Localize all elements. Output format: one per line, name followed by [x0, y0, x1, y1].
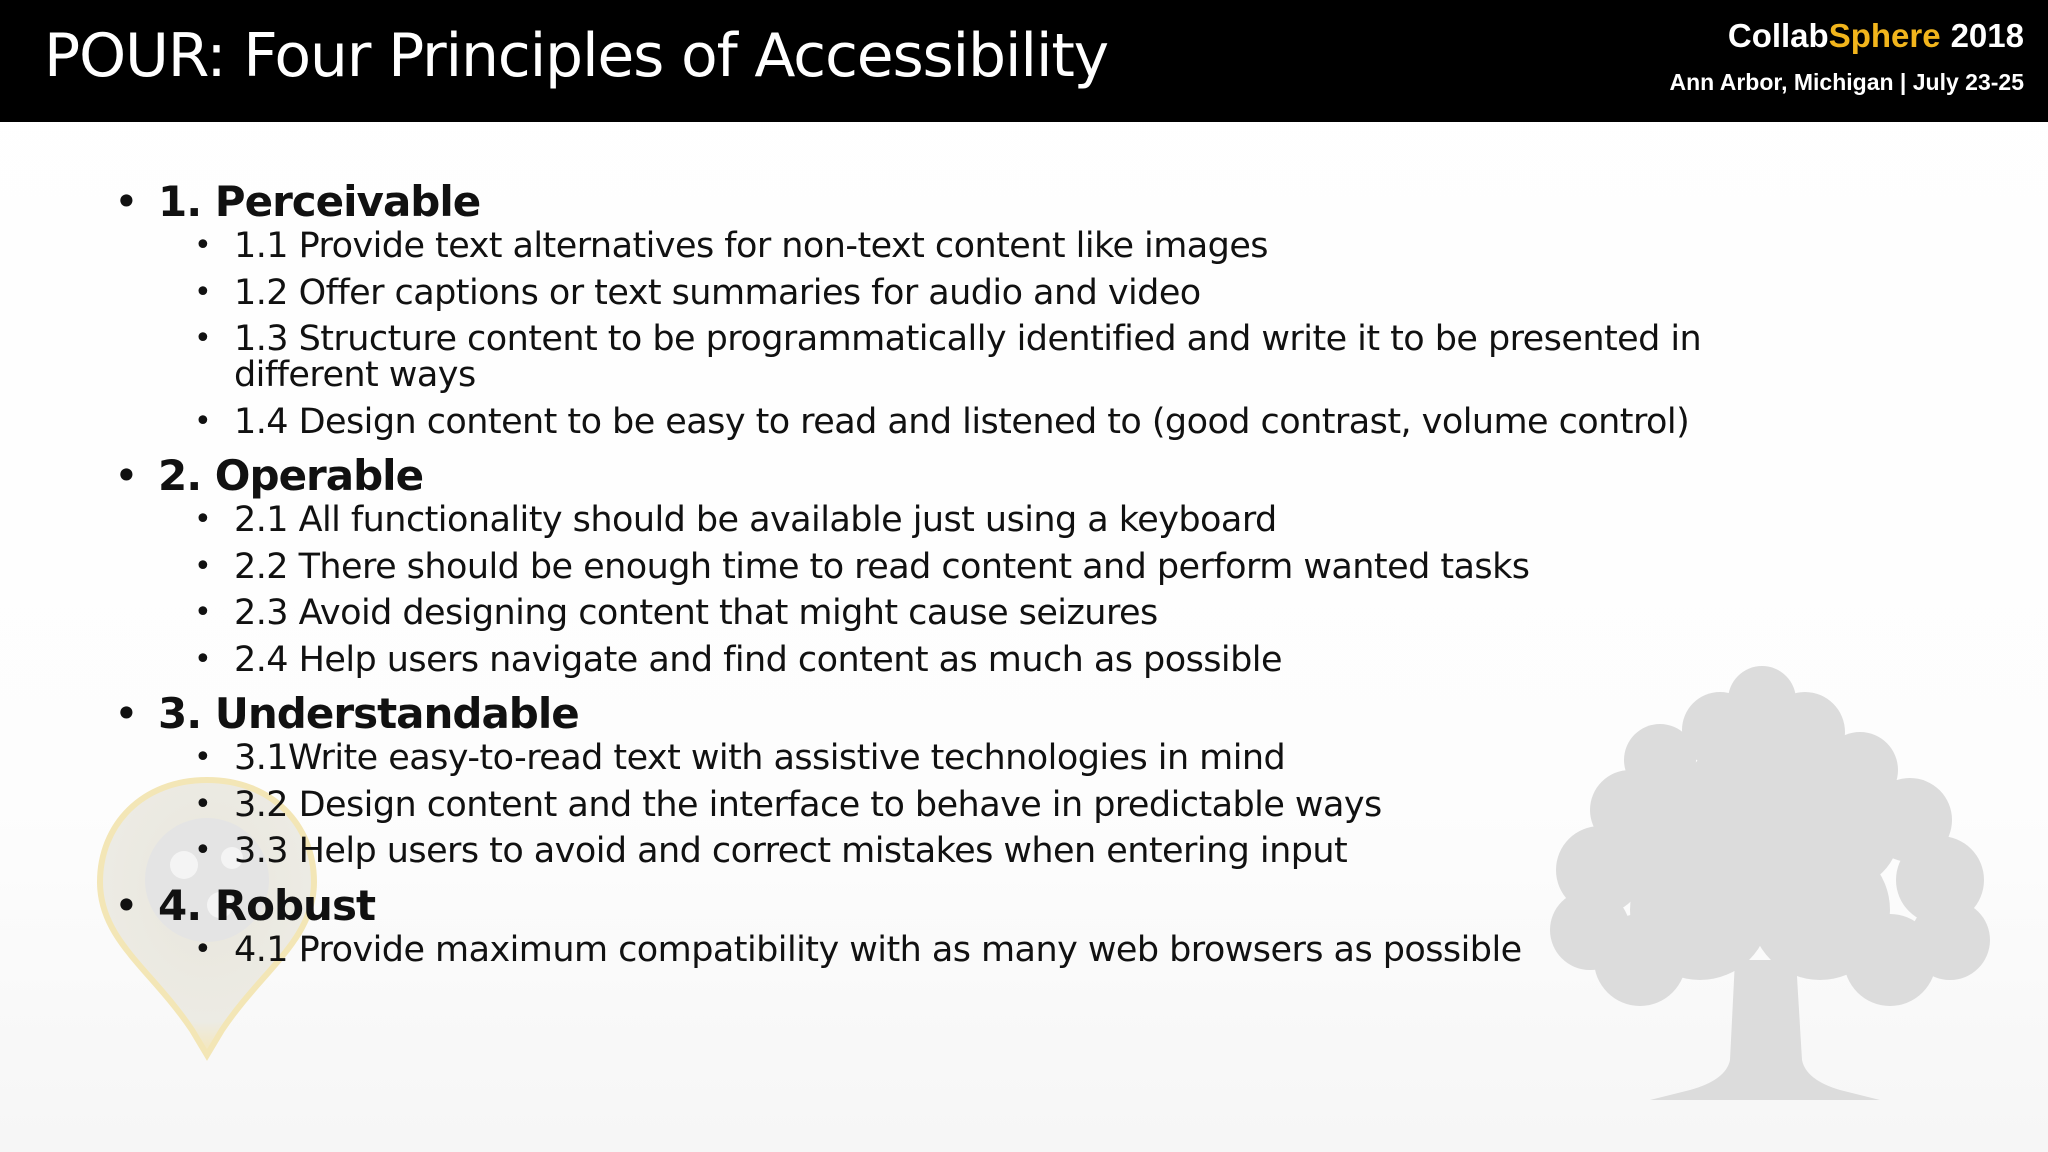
guideline-text: 3.1Write easy-to-read text with assistive technologies in mind [234, 738, 1286, 778]
brand-tagline: Ann Arbor, Michigan | July 23-25 [1669, 69, 2024, 95]
event-brand [1670, 16, 2025, 96]
guideline-item [112, 546, 1752, 587]
bullet-icon: • [114, 451, 138, 500]
principles-list [112, 176, 1752, 978]
bullet-icon: • [194, 403, 212, 439]
bullet-icon: • [114, 880, 138, 930]
guideline-text: 3.2 Design content and the interface to behave in predictable ways [234, 784, 1382, 825]
brand-year: 2018 [1950, 17, 2024, 54]
guideline-text: 2.3 Avoid designing content that might cause seizures [234, 593, 1158, 633]
slide-header [0, 0, 2048, 122]
guideline-list [112, 929, 1752, 970]
guideline-text: 1.2 Offer captions or text summaries for audio and video [234, 272, 1201, 313]
principle-heading-text: 2. Operable [158, 451, 424, 500]
guideline-item [112, 401, 1752, 442]
bullet-icon: • [194, 274, 212, 310]
bullet-icon: • [194, 228, 212, 263]
slide-title: POUR: Four Principles of Accessibility [44, 21, 1108, 91]
guideline-item [112, 272, 1752, 313]
bullet-icon: • [114, 177, 138, 226]
guideline-item [112, 784, 1752, 825]
guideline-item [112, 740, 1752, 776]
guideline-item [112, 595, 1752, 631]
guideline-text: 1.4 Design content to be easy to read and listened to (good contrast, volume control) [234, 401, 1690, 442]
guideline-text: 2.1 All functionality should be available just using a keyboard [234, 500, 1277, 540]
principle-heading-text: 1. Perceivable [158, 177, 481, 226]
bullet-icon: • [194, 833, 212, 868]
principle-section [112, 688, 1752, 869]
brand-name-part2: Sphere [1828, 17, 1941, 54]
brand-logo [1670, 16, 2025, 56]
guideline-text: 4.1 Provide maximum compatibility with as many web browsers as possible [234, 929, 1522, 970]
bullet-icon: • [194, 321, 212, 356]
guideline-item [112, 639, 1752, 680]
bullet-icon: • [194, 931, 212, 967]
bullet-icon: • [194, 786, 212, 822]
guideline-text: 3.3 Help users to avoid and correct mistakes when entering input [234, 831, 1348, 871]
principle-section [112, 176, 1752, 440]
bullet-icon: • [114, 689, 138, 738]
guideline-item [112, 321, 1752, 393]
principle-heading-text: 3. Understandable [158, 689, 579, 738]
guideline-text: 2.4 Help users navigate and find content as much as possible [234, 639, 1282, 680]
principle-heading [112, 880, 1752, 932]
guideline-item [112, 833, 1752, 869]
guideline-list [112, 740, 1752, 869]
bullet-icon: • [194, 548, 212, 584]
principle-heading [112, 176, 1752, 228]
guideline-list [112, 228, 1752, 440]
bullet-icon: • [194, 641, 212, 677]
guideline-item [112, 502, 1752, 538]
principle-section [112, 450, 1752, 678]
guideline-item [112, 228, 1752, 264]
bullet-icon: • [194, 740, 212, 775]
guideline-text: 1.3 Structure content to be programmatically identified and write it to be presented in different ways [234, 319, 1702, 395]
guideline-item [112, 929, 1752, 970]
principle-heading [112, 450, 1752, 502]
principle-section [112, 880, 1752, 968]
bullet-icon: • [194, 502, 212, 537]
principle-heading-text: 4. Robust [158, 880, 376, 930]
brand-name-part1: Collab [1727, 17, 1829, 54]
guideline-list [112, 502, 1752, 678]
guideline-text: 2.2 There should be enough time to read content and perform wanted tasks [234, 546, 1530, 587]
bullet-icon: • [194, 595, 212, 630]
guideline-text: 1.1 Provide text alternatives for non-text content like images [234, 226, 1268, 266]
principle-heading [112, 688, 1752, 740]
